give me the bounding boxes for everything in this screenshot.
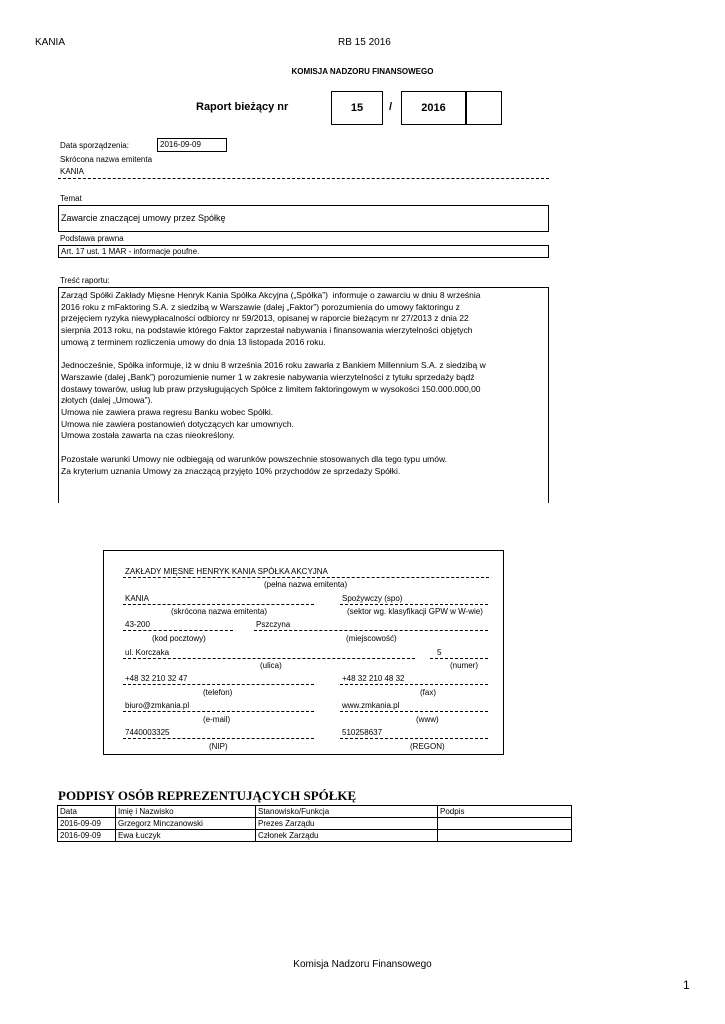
- table-header-row: [58, 806, 572, 818]
- issuer-short-name-caption: (skrócona nazwa emitenta): [171, 607, 268, 616]
- short-name-value: KANIA: [60, 167, 85, 176]
- issuer-phone-caption: (telefon): [203, 688, 233, 697]
- report-number-box: [331, 91, 383, 125]
- content-line: złotych (dalej „Umowa”).: [61, 395, 153, 406]
- institution-title: KOMISJA NADZORU FINANSOWEGO: [291, 67, 434, 76]
- header-date: Data: [58, 806, 116, 818]
- issuer-nip: 7440003325: [125, 728, 170, 737]
- line-street: [123, 658, 415, 659]
- line-short-name: [123, 604, 314, 605]
- row-signature: [438, 818, 572, 830]
- issuer-www-caption: (www): [416, 715, 439, 724]
- header-issuer: KANIA: [35, 37, 66, 48]
- issuer-short-name: KANIA: [125, 594, 150, 603]
- report-year: 2016: [421, 102, 446, 114]
- date-label: Data sporządzenia:: [60, 141, 129, 150]
- row-position: Członek Zarządu: [256, 830, 438, 842]
- report-year-box: [401, 91, 466, 125]
- issuer-regon: 510258637: [342, 728, 383, 737]
- line-email: [123, 711, 314, 712]
- line-postal-code: [123, 630, 233, 631]
- issuer-phone: +48 32 210 32 47: [125, 674, 188, 683]
- content-line: sierpnia 2013 roku, na podstawie którego Faktor zaprzestał nabywania i finansowania wierzytelności objętych: [61, 325, 473, 336]
- topic-label: Temat: [60, 194, 82, 203]
- issuer-postal-code-caption: (kod pocztowy): [152, 634, 206, 643]
- header-name: Imię i Nazwisko: [116, 806, 256, 818]
- issuer-full-name-caption: (pełna nazwa emitenta): [264, 580, 348, 589]
- content-line: dostawy towarów, usług lub praw przysługujących Spółce z limitem faktoringowym w wysokości 150.000.000,00: [61, 383, 481, 394]
- line-fax: [340, 684, 488, 685]
- content-line: 2016 roku z mFaktoring S.A. z siedzibą w Warszawie (dalej „Faktor”) porozumienia do umowy faktoringu z: [61, 301, 460, 312]
- line-full-name: [123, 577, 489, 578]
- short-name-label: Skrócona nazwa emitenta: [60, 155, 153, 164]
- divider: [58, 178, 549, 179]
- content-line: Umowa została zawarta na czas nieokreślony.: [61, 430, 235, 441]
- content-text: [59, 288, 548, 477]
- report-number: 15: [350, 102, 364, 114]
- header-report-id: RB 15 2016: [338, 37, 391, 48]
- issuer-city: Pszczyna: [256, 620, 291, 629]
- line-number: [430, 658, 488, 659]
- content-line: Pozostałe warunki Umowy nie odbiegają od warunków powszechnie stosowanych dla tego typu umów.: [61, 453, 448, 464]
- content-line: [61, 349, 548, 361]
- issuer-full-name: ZAKŁADY MIĘSNE HENRYK KANIA SPÓŁKA AKCYJNA: [125, 567, 328, 576]
- footer-text: Komisja Nadzoru Finansowego: [293, 959, 432, 970]
- content-line: Jednocześnie, Spółka informuje, iż w dniu 8 września 2016 roku zawarła z Bankiem Millennium S.A. z siedzibą w: [61, 360, 486, 371]
- content-label: Treść raportu:: [60, 276, 110, 285]
- header-position: Stanowisko/Funkcja: [256, 806, 438, 818]
- report-label: Raport bieżący nr: [196, 101, 289, 113]
- content-line: [61, 442, 548, 454]
- content-line: przejęciem ryzyka niewypłacalności odbiorcy nr 59/2013, opisanej w raporcie bieżącym nr 27/2013 z dnia 22: [61, 313, 469, 324]
- issuer-street: ul. Korczaka: [125, 648, 170, 657]
- content-line: Za kryterium uznania Umowy za znaczącą przyjęto 10% przychodów ze sprzedaży Spółki.: [61, 465, 401, 476]
- issuer-sector: Spożywczy (spo): [342, 594, 403, 603]
- line-city: [254, 630, 488, 631]
- issuer-nip-caption: (NIP): [209, 742, 228, 751]
- row-signature: [438, 830, 572, 842]
- issuer-number: 5: [437, 648, 442, 657]
- line-nip: [123, 738, 314, 739]
- issuer-fax-caption: (fax): [420, 688, 436, 697]
- issuer-postal-code: 43-200: [125, 620, 150, 629]
- issuer-email-caption: (e-mail): [203, 715, 231, 724]
- date-value: 2016-09-09: [157, 138, 227, 152]
- legal-basis-value: Art. 17 ust. 1 MAR - informacje poufne.: [58, 245, 549, 258]
- legal-basis-label: Podstawa prawna: [60, 234, 124, 243]
- report-extra-box: [466, 91, 502, 125]
- topic-value: Zawarcie znaczącej umowy przez Spółkę: [58, 205, 549, 232]
- issuer-sector-caption: (sektor wg. klasyfikacji GPW w W-wie): [347, 607, 483, 616]
- issuer-street-caption: (ulica): [260, 661, 282, 670]
- content-line: Warszawie (dalej „Bank”) porozumienie numer 1 w zakresie nabywania wierzytelności z tytułu sprzedaży bądź: [61, 371, 475, 382]
- content-box: [58, 287, 549, 503]
- row-date: 2016-09-09: [58, 830, 116, 842]
- issuer-city-caption: (miejscowość): [346, 634, 397, 643]
- content-line: Zarząd Spółki Zakłady Mięsne Henryk Kania Spółka Akcyjna („Spółka”) informuje o zawarciu w dniu 8 września: [61, 290, 481, 300]
- issuer-www: www.zmkania.pl: [342, 701, 400, 710]
- row-date: 2016-09-09: [58, 818, 116, 830]
- row-name: Grzegorz Minczanowski: [116, 818, 256, 830]
- line-www: [340, 711, 488, 712]
- report-slash: /: [389, 101, 393, 113]
- issuer-regon-caption: (REGON): [410, 742, 445, 751]
- header-signature: Podpis: [438, 806, 572, 818]
- table-row: [58, 818, 572, 830]
- row-position: Prezes Zarządu: [256, 818, 438, 830]
- issuer-email: biuro@zmkania.pl: [125, 701, 190, 710]
- line-sector: [340, 604, 488, 605]
- table-row: [58, 830, 572, 842]
- content-line: Umowa nie zawiera postanowień dotyczących kar umownych.: [61, 418, 294, 429]
- row-name: Ewa Łuczyk: [116, 830, 256, 842]
- content-line: Umowa nie zawiera prawa regresu Banku wobec Spółki.: [61, 407, 274, 418]
- signatures-table: [57, 805, 572, 842]
- issuer-number-caption: (numer): [450, 661, 479, 670]
- line-phone: [123, 684, 314, 685]
- issuer-fax: +48 32 210 48 32: [342, 674, 405, 683]
- content-line: umową z terminem rozliczenia umowy do dnia 13 listopada 2016 roku.: [61, 336, 326, 347]
- line-regon: [340, 738, 488, 739]
- page-number: 1: [683, 978, 690, 992]
- signatures-title: PODPISY OSÓB REPREZENTUJĄCYCH SPÓŁKĘ: [58, 788, 357, 803]
